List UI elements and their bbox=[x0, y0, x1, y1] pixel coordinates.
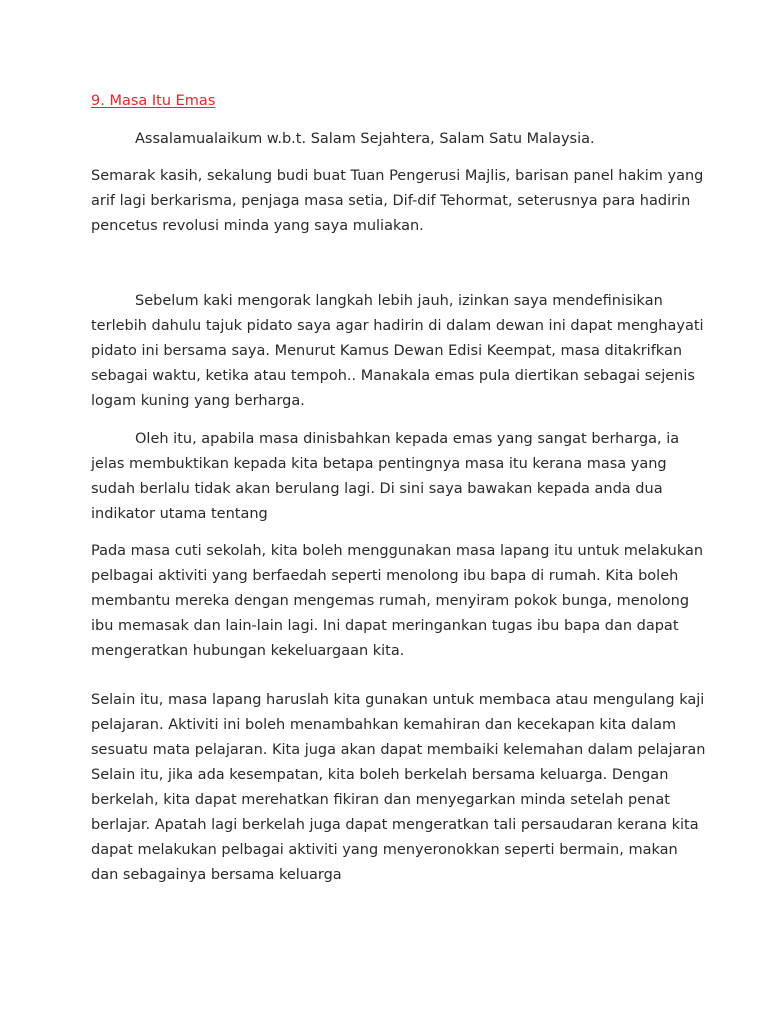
paragraph-line: Selain itu, jika ada kesempatan, kita boleh berkelah bersama keluarga. Dengan bbox=[91, 767, 669, 783]
paragraph-line: berkelah, kita dapat merehatkan fikiran dan menyegarkan minda setelah penat bbox=[91, 792, 670, 808]
paragraph-line: terlebih dahulu tajuk pidato saya agar hadirin di dalam dewan ini dapat menghayati bbox=[91, 318, 704, 334]
paragraph-line: Selain itu, masa lapang haruslah kita gunakan untuk membaca atau mengulang kaji bbox=[91, 692, 705, 708]
paragraph-line: pencetus revolusi minda yang saya muliakan. bbox=[91, 218, 424, 234]
paragraph-line: dan sebagainya bersama keluarga bbox=[91, 867, 342, 883]
greeting-line: Assalamualaikum w.b.t. Salam Sejahtera, Salam Satu Malaysia. bbox=[135, 131, 595, 147]
paragraph-study bbox=[91, 688, 706, 888]
paragraph-line: dapat melakukan pelbagai aktiviti yang menyeronokkan seperti bermain, makan bbox=[91, 842, 678, 858]
paragraph-line: berlajar. Apatah lagi berkelah juga dapat mengeratkan tali persaudaran kerana kita bbox=[91, 817, 699, 833]
paragraph-line: Semarak kasih, sekalung budi buat Tuan Pengerusi Majlis, barisan panel hakim yang bbox=[91, 168, 704, 184]
paragraph-line: mengeratkan hubungan kekeluargaan kita. bbox=[91, 643, 405, 659]
paragraph-line: sebagai waktu, ketika atau tempoh.. Manakala emas pula diertikan sebagai sejenis bbox=[91, 368, 695, 384]
paragraph-line: Sebelum kaki mengorak langkah lebih jauh, izinkan saya mendefinisikan bbox=[135, 293, 663, 309]
paragraph-line: pelbagai aktiviti yang berfaedah seperti menolong ibu bapa di rumah. Kita boleh bbox=[91, 568, 679, 584]
paragraph-line: sesuatu mata pelajaran. Kita juga akan dapat membaiki kelemahan dalam pelajaran bbox=[91, 742, 706, 758]
paragraph-line: indikator utama tentang bbox=[91, 506, 268, 522]
paragraph-line: jelas membuktikan kepada kita betapa pentingnya masa itu kerana masa yang bbox=[91, 456, 667, 472]
document-title: 9. Masa Itu Emas bbox=[91, 93, 216, 109]
paragraph-holiday bbox=[91, 539, 704, 664]
paragraph-emphasis bbox=[91, 427, 680, 527]
paragraph-line: ibu memasak dan lain-lain lagi. Ini dapat meringankan tugas ibu bapa dan dapat bbox=[91, 618, 679, 634]
paragraph-line: logam kuning yang berharga. bbox=[91, 393, 305, 409]
paragraph-line: Pada masa cuti sekolah, kita boleh menggunakan masa lapang itu untuk melakukan bbox=[91, 543, 704, 559]
paragraph-definition bbox=[91, 289, 704, 414]
paragraph-line: sudah berlalu tidak akan berulang lagi. Di sini saya bawakan kepada anda dua bbox=[91, 481, 663, 497]
paragraph-line: arif lagi berkarisma, penjaga masa setia, Dif-dif Tehormat, seterusnya para hadirin bbox=[91, 193, 691, 209]
paragraph-line: membantu mereka dengan mengemas rumah, menyiram pokok bunga, menolong bbox=[91, 593, 690, 609]
paragraph-opening bbox=[91, 164, 704, 239]
paragraph-line: Oleh itu, apabila masa dinisbahkan kepada emas yang sangat berharga, ia bbox=[135, 431, 680, 447]
paragraph-line: pidato ini bersama saya. Menurut Kamus Dewan Edisi Keempat, masa ditakrifkan bbox=[91, 343, 683, 359]
paragraph-line: pelajaran. Aktiviti ini boleh menambahkan kemahiran dan kecekapan kita dalam bbox=[91, 717, 677, 733]
